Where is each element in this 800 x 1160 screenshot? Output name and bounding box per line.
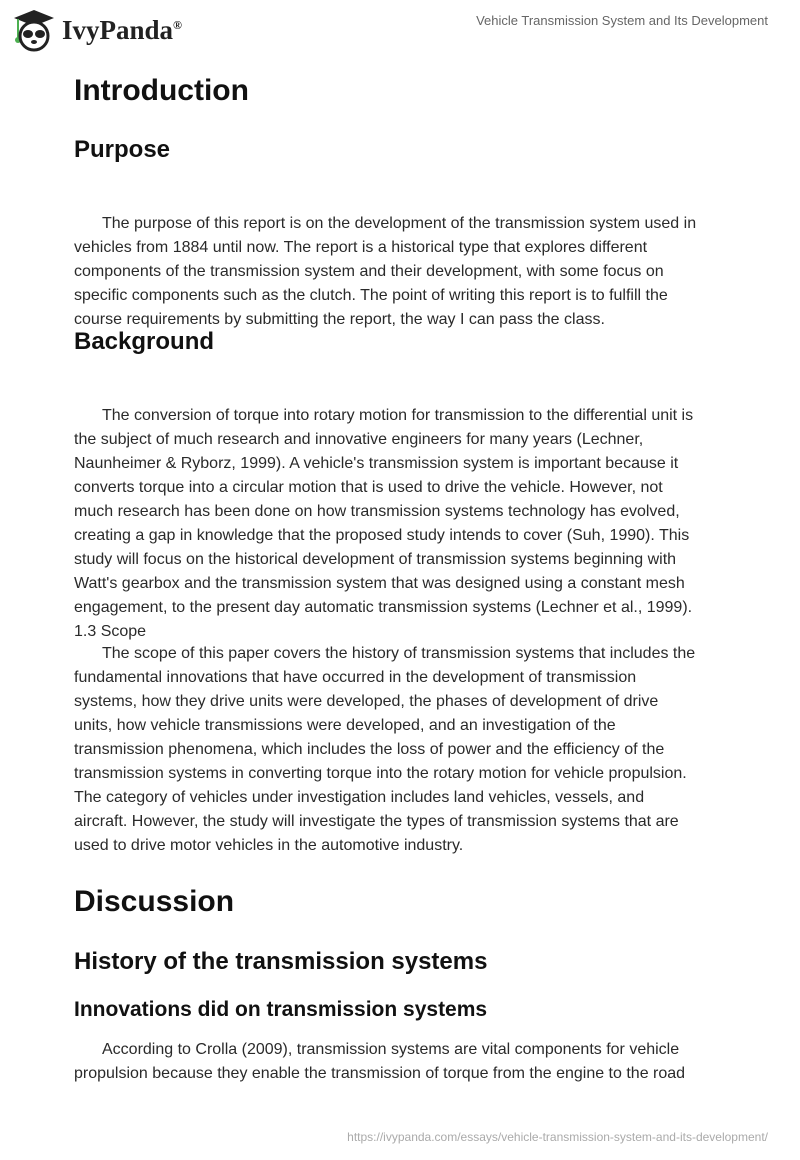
text-line: Watt's gearbox and the transmission system that was designed using a constant mesh: [74, 575, 685, 592]
brand-name: IvyPanda®: [62, 14, 183, 45]
text-line: aircraft. However, the study will investigate the types of transmission systems that are: [74, 813, 679, 830]
text-line: propulsion because they enable the transmission of torque from the engine to the road: [74, 1065, 686, 1082]
text-line: engagement, to the present day automatic transmission systems (Lechner et al., 1999).: [74, 599, 693, 616]
heading-background: Background: [74, 328, 215, 355]
text-line: According to Crolla (2009), transmission systems are vital components for vehicle: [102, 1041, 680, 1058]
heading-discussion: Discussion: [74, 885, 235, 918]
paragraph-scope: [74, 642, 695, 858]
text-line: 1.3 Scope: [74, 623, 147, 640]
text-line: much research has been done on how transmission systems technology has evolved,: [74, 503, 680, 520]
text-line: Naunheimer & Ryborz, 1999). A vehicle's transmission system is important because it: [74, 455, 679, 472]
text-line: specific components such as the clutch. The point of writing this report is to fulfill the: [74, 287, 668, 304]
text-line: The scope of this paper covers the history of transmission systems that includes the: [102, 645, 696, 662]
text-line: course requirements by submitting the report, the way I can pass the class.: [74, 311, 605, 328]
text-line: the subject of much research and innovative engineers for many years (Lechner,: [74, 431, 644, 448]
text-line: units, how vehicle transmissions were developed, and an investigation of the: [74, 717, 616, 734]
text-line: fundamental innovations that have occurred in the development of transmission: [74, 669, 637, 686]
text-line: vehicles from 1884 until now. The report is a historical type that explores different: [74, 239, 648, 256]
text-line: used to drive motor vehicles in the automotive industry.: [74, 837, 464, 854]
text-line: transmission phenomena, which includes the loss of power and the efficiency of the: [74, 741, 665, 758]
ivypanda-logo[interactable]: [12, 8, 182, 52]
text-line: The conversion of torque into rotary motion for transmission to the differential unit is: [102, 407, 694, 424]
heading-history: History of the transmission systems: [74, 948, 488, 975]
text-line: components of the transmission system and their development, with some focus on: [74, 263, 664, 280]
heading-introduction: Introduction: [74, 74, 249, 107]
document-title: Vehicle Transmission System and Its Development: [476, 13, 768, 28]
text-line: converts torque into a circular motion that is used to drive the vehicle. However, not: [74, 479, 663, 496]
paragraph-innovations: [74, 1038, 685, 1086]
paragraph-background: [74, 404, 693, 644]
text-line: The purpose of this report is on the development of the transmission system used in: [102, 215, 697, 232]
text-line: creating a gap in knowledge that the proposed study intends to cover (Suh, 1990). This: [74, 527, 690, 544]
heading-innovations: Innovations did on transmission systems: [74, 998, 488, 1021]
source-url-link[interactable]: https://ivypanda.com/essays/vehicle-transmission-system-and-its-development/: [347, 1130, 768, 1144]
text-line: transmission systems in converting torque into the rotary motion for vehicle propulsion.: [74, 765, 687, 782]
panda-graduate-icon: [12, 8, 56, 52]
text-line: The category of vehicles under investigation includes land vehicles, vessels, and: [74, 789, 645, 806]
heading-purpose: Purpose: [74, 136, 171, 163]
text-line: systems, how they drive units were developed, the phases of development of drive: [74, 693, 659, 710]
text-line: study will focus on the historical development of transmission systems beginning with: [74, 551, 677, 568]
paragraph-purpose: [74, 212, 696, 332]
